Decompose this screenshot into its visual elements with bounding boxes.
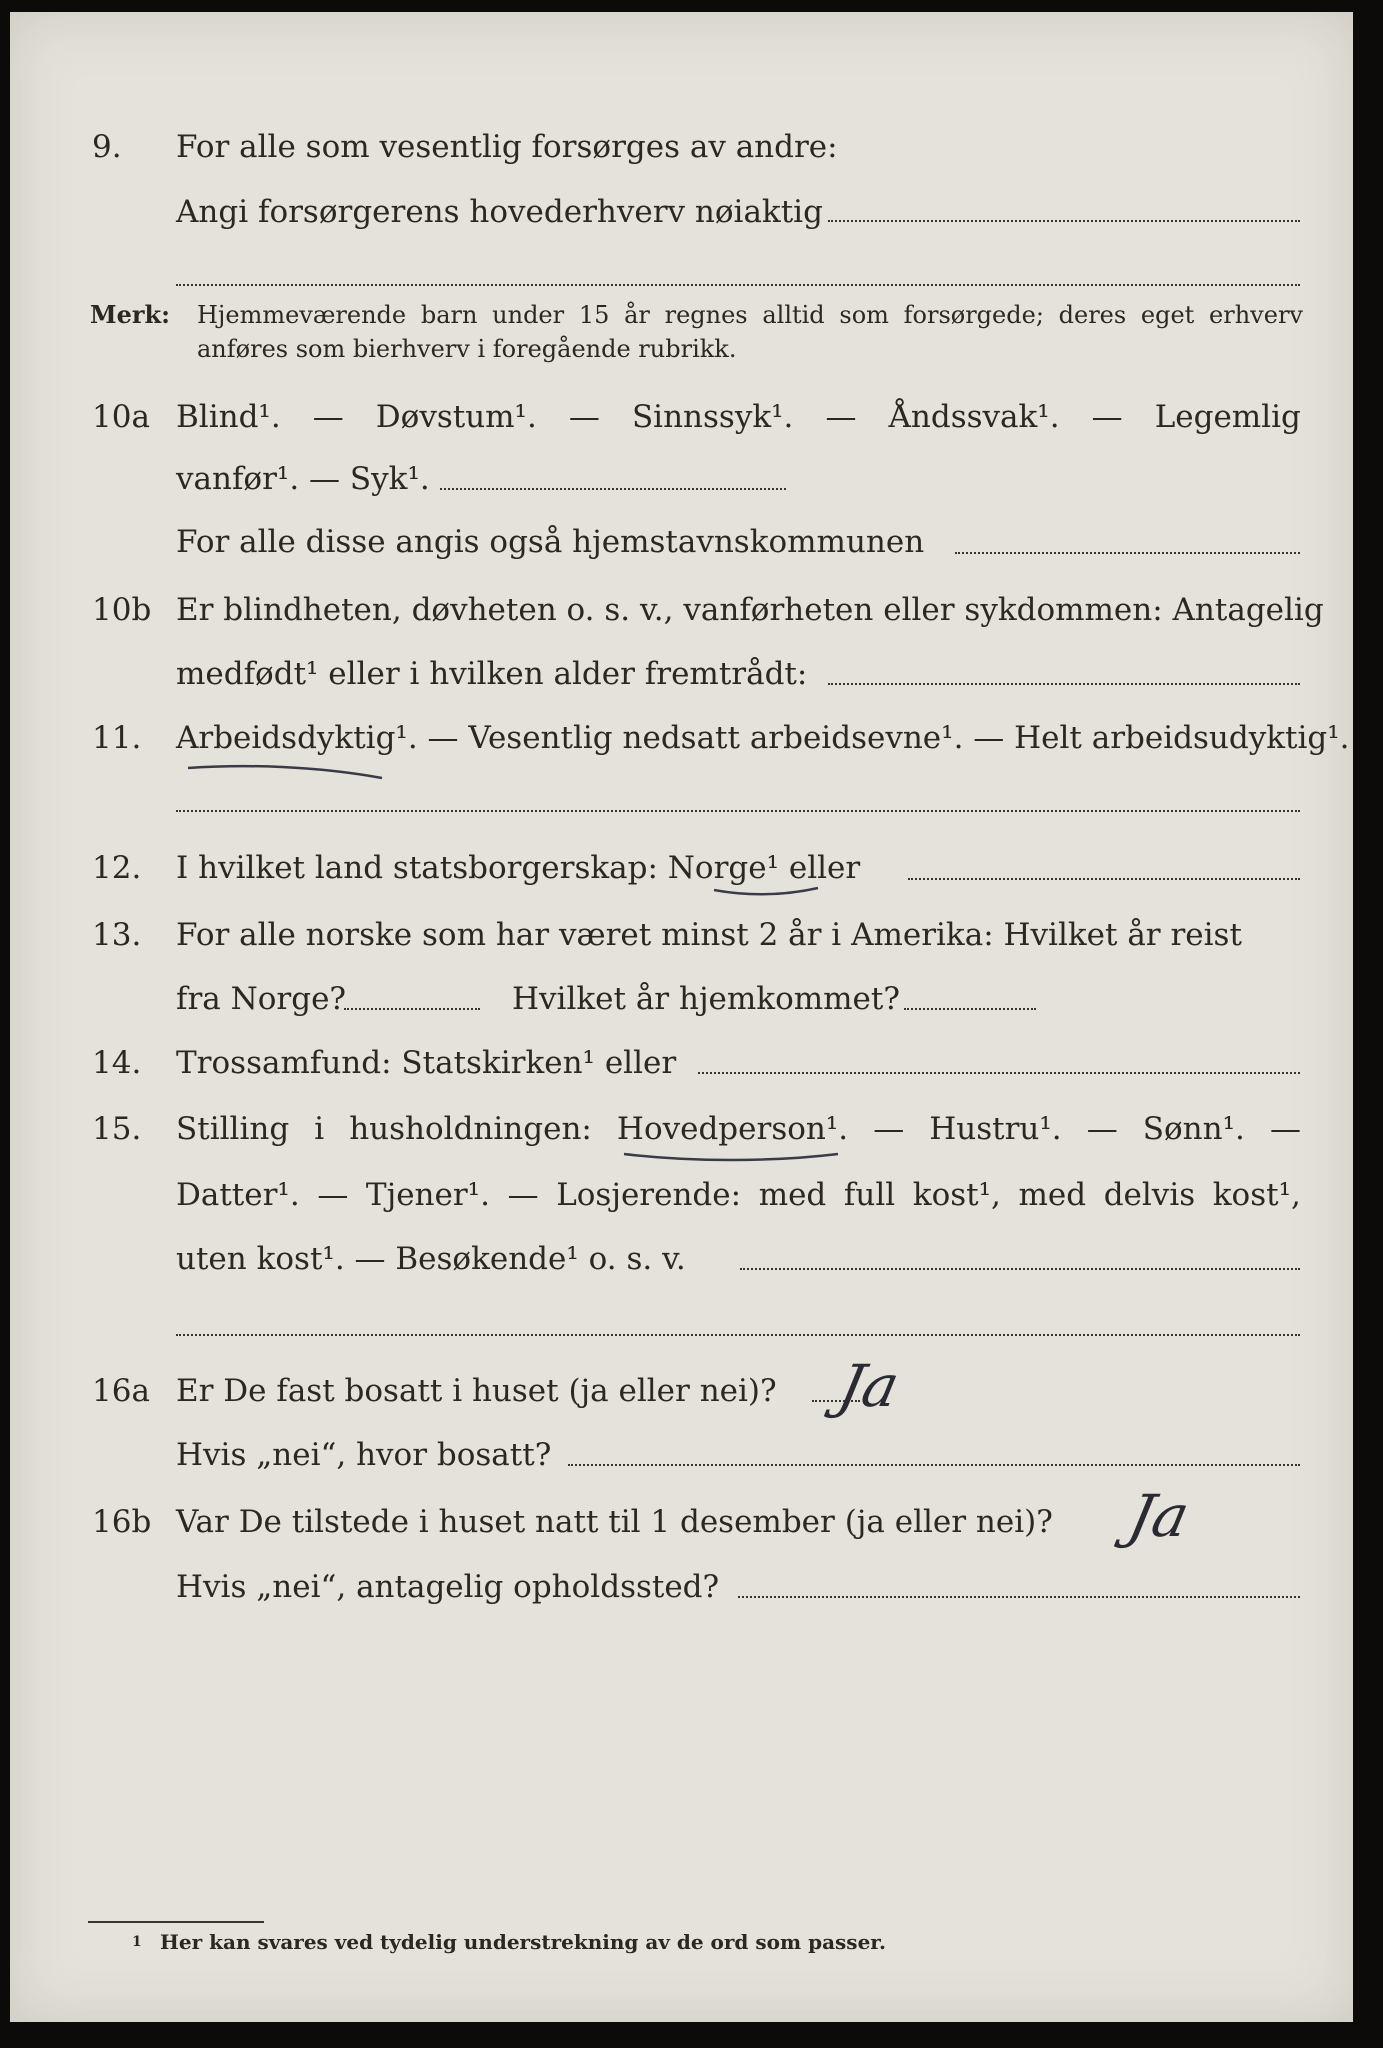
q16b-number: 16b: [92, 1504, 152, 1540]
q12-underline-mark: [712, 884, 822, 902]
q16b-row-2: [0, 1562, 1383, 1612]
merk-word: under: [492, 301, 565, 329]
merk-word: forsørgede;: [903, 301, 1044, 329]
q10b-row-1: [0, 585, 1383, 635]
q9-sub-row: [0, 187, 1383, 237]
merk-word: eget: [1140, 301, 1195, 329]
q10a-option-word: Legemlig: [1154, 399, 1301, 435]
q9-answer-line[interactable]: [828, 220, 1300, 222]
q10b-line-1: Er blindheten, døvheten o. s. v., vanførheten eller sykdommen: Antagelig: [176, 592, 1324, 628]
footnote-rule: [88, 1921, 264, 1923]
q10a-option-word: Døvstum¹.: [375, 399, 537, 435]
q10a-number: 10a: [92, 399, 150, 435]
q10b-row-2: [0, 649, 1383, 699]
q15-option-word: Datter¹.: [176, 1177, 300, 1213]
q15-option-word: full: [843, 1177, 896, 1213]
q11-extra-line[interactable]: [176, 810, 1300, 812]
q15-number: 15.: [92, 1111, 142, 1147]
q13-line-1: For alle norske som har været minst 2 år i Amerika: Hvilket år reist: [176, 917, 1242, 953]
q12-text: I hvilket land statsborgerskap: Norge¹ eller: [176, 850, 861, 886]
q10a-row-1: [0, 392, 1383, 442]
merk-word: deres: [1058, 301, 1127, 329]
q16a-row-1: [0, 1366, 1383, 1416]
q9-number: 9.: [92, 129, 122, 165]
q15-answer-line[interactable]: [740, 1268, 1300, 1270]
q16a-line-2: Hvis „nei“, hvor bosatt?: [176, 1437, 552, 1473]
q15-row-2: [0, 1170, 1383, 1220]
q11-underline-mark: [186, 760, 386, 784]
q9-row: [0, 122, 1383, 172]
q13-line-2b: Hvilket år hjemkommet?: [512, 981, 900, 1017]
q15-option-word: —: [507, 1177, 539, 1213]
q15-line-3: uten kost¹. — Besøkende¹ o. s. v.: [176, 1241, 686, 1277]
q10a-hjemstavn-line[interactable]: [955, 552, 1300, 554]
q15-options-2: [176, 1170, 1301, 1220]
q15-option-word: —: [1269, 1111, 1301, 1147]
q15-extra-line[interactable]: [176, 1334, 1300, 1336]
q16a-bosatt-line[interactable]: [568, 1464, 1300, 1466]
merk-line-1: [197, 298, 1303, 332]
q15-option-word: husholdningen:: [349, 1111, 592, 1147]
q13-number: 13.: [92, 917, 142, 953]
q10a-options: [176, 392, 1301, 442]
merk-text: [197, 298, 1303, 366]
q12-row: [0, 843, 1383, 893]
q10a-option-word: —: [1091, 399, 1123, 435]
q16b-opholdssted-line[interactable]: [738, 1596, 1300, 1598]
q11-text: Arbeidsdyktig¹. — Vesentlig nedsatt arbeidsevne¹. — Helt arbeidsudyktig¹.: [176, 720, 1350, 756]
q15-option-word: med: [1018, 1177, 1087, 1213]
q10a-option-word: Blind¹.: [176, 399, 281, 435]
footnote-marker: 1: [132, 1934, 142, 1950]
q10a-row-2: [0, 454, 1383, 504]
merk-label: Merk:: [90, 300, 170, 329]
q15-option-word: —: [1086, 1111, 1118, 1147]
q10a-syk-line[interactable]: [440, 488, 786, 490]
merk-word: år: [624, 301, 650, 329]
q12-number: 12.: [92, 850, 142, 886]
q10a-option-word: —: [312, 399, 344, 435]
q16a-line-1: Er De fast bosatt i huset (ja eller nei)?: [176, 1373, 777, 1409]
q15-option-word: Stilling: [176, 1111, 290, 1147]
q15-options-1: [176, 1104, 1301, 1154]
q15-row-1: [0, 1104, 1383, 1154]
q15-option-word: kost¹,: [912, 1177, 1001, 1213]
q15-option-word: Losjerende:: [556, 1177, 742, 1213]
merk-word: Hjemmeværende: [197, 301, 407, 329]
q15-option-word: Hovedperson¹.: [616, 1111, 849, 1147]
q10a-line-3: For alle disse angis også hjemstavnskommunen: [176, 524, 925, 560]
q10a-option-word: —: [568, 399, 600, 435]
q16a-handwritten-answer: Ja: [832, 1352, 906, 1420]
q15-option-word: —: [873, 1111, 905, 1147]
q16a-number: 16a: [92, 1373, 150, 1409]
q10a-option-word: —: [825, 399, 857, 435]
merk-word: erhverv: [1209, 301, 1303, 329]
q15-option-word: delvis: [1103, 1177, 1196, 1213]
q14-answer-line[interactable]: [698, 1072, 1300, 1074]
q10a-option-word: Sinnssyk¹.: [631, 399, 794, 435]
q13-hjemkommet-line[interactable]: [904, 1008, 1036, 1010]
q10a-line-2: vanfør¹. — Syk¹.: [176, 461, 430, 497]
q14-text: Trossamfund: Statskirken¹ eller: [176, 1045, 677, 1081]
q16b-line-1: Var De tilstede i huset natt til 1 desember (ja eller nei)?: [176, 1504, 1053, 1540]
q15-option-word: Hustru¹.: [929, 1111, 1062, 1147]
q10b-answer-line[interactable]: [828, 683, 1300, 685]
q11-number: 11.: [92, 720, 142, 756]
q13-row-2: [0, 974, 1383, 1024]
merk-word: barn: [420, 301, 478, 329]
q15-option-word: Sønn¹.: [1142, 1111, 1245, 1147]
q10a-row-3: [0, 517, 1383, 567]
merk-line-2: anføres som bierhverv i foregående rubrikk.: [197, 335, 737, 363]
merk-word: regnes: [664, 301, 748, 329]
merk-word: 15: [578, 301, 610, 329]
q15-row-3: [0, 1234, 1383, 1284]
q14-number: 14.: [92, 1045, 142, 1081]
q10a-option-word: Åndssvak¹.: [888, 399, 1060, 435]
q10b-line-2: medfødt¹ eller i hvilken alder fremtrådt:: [176, 656, 808, 692]
q12-answer-line[interactable]: [908, 878, 1300, 880]
footnote-text: Her kan svares ved tydelig understrekning av de ord som passer.: [160, 1930, 886, 1954]
merk-word: alltid: [762, 301, 825, 329]
q9-text: For alle som vesentlig forsørges av andre:: [176, 129, 838, 165]
q9-sub-text: Angi forsørgerens hovederhverv nøiaktig: [176, 194, 823, 230]
q9-extra-line[interactable]: [176, 284, 1300, 286]
q13-line-2a: fra Norge?: [176, 981, 347, 1017]
q15-option-word: i: [314, 1111, 325, 1147]
q15-option-word: —: [317, 1177, 349, 1213]
q14-row: [0, 1038, 1383, 1088]
q16b-line-2: Hvis „nei“, antagelig opholdssted?: [176, 1569, 720, 1605]
q10b-number: 10b: [92, 592, 152, 628]
q11-row: [0, 713, 1383, 763]
q15-option-word: med: [758, 1177, 827, 1213]
q16a-row-2: [0, 1430, 1383, 1480]
q15-option-word: kost¹,: [1212, 1177, 1301, 1213]
merk-word: som: [839, 301, 889, 329]
q15-underline-mark: [622, 1148, 842, 1168]
q15-option-word: Tjener¹.: [365, 1177, 490, 1213]
q13-reist-line[interactable]: [344, 1008, 480, 1010]
q13-row-1: [0, 910, 1383, 960]
q16b-handwritten-answer: Ja: [1122, 1482, 1196, 1550]
